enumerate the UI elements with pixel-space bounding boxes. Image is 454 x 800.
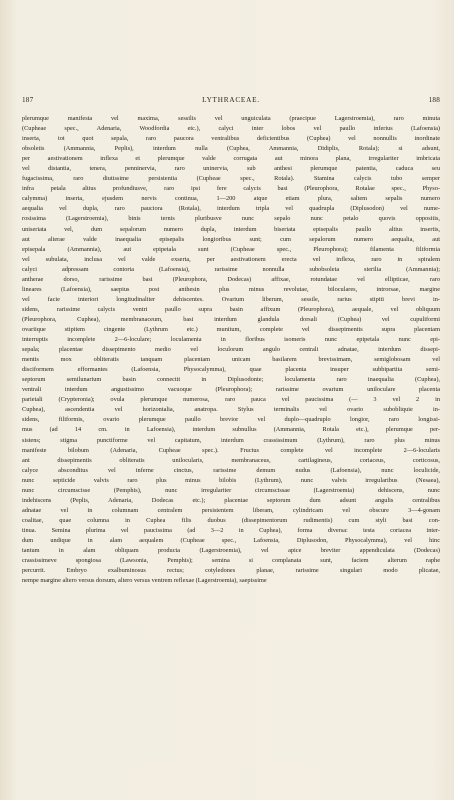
text-line: disciformem efformantes (Lafoensia, Physocalymma), quae placenta insuper subbipartita semi- xyxy=(22,366,440,374)
text-line: vel distantia, tenera, penninervia, raro uninervia, sub anthesi plerumque patentia, caduca seu xyxy=(22,165,440,173)
text-line: ant dissepimentis obliteratis unilocularis, membranaceus, cartilagineus, coriaceus, corticosus, xyxy=(22,456,440,464)
running-title: LYTHRACEAE. xyxy=(202,96,260,104)
text-line: ventrali interdum angustissimo vacuoque (Pleurophora); rarissime ovarium uniloculare placenta xyxy=(22,386,440,394)
text-line: mus (ad 14 cm. in Lafoensia), interdum subnullus (Ammannia, Rotala etc.), plerumque per- xyxy=(22,426,440,434)
text-line: septorum semilunarium basin connectit in Diplusodonte; loculamenta raro inaequalia (Cuphea), xyxy=(22,376,440,384)
text-line: rosissima (Lagerstroemia), binis ternis pluribusve nunc sepalo nunc petalo quovis oppositis, xyxy=(22,215,440,223)
page-number-right: 188 xyxy=(428,96,440,104)
text-body xyxy=(22,114,440,586)
text-line: sidens, filiformis, ovario plerumque paullo brevior vel duplo—quadruplo longior, raro longissi- xyxy=(22,416,440,424)
text-line: sepala; placentae dissepimento medio vel loculorum angulo centrali adnatae, interdum dissepi- xyxy=(22,346,440,354)
text-line: sidens, rarissime calycis ventri paullo supra basin affixum (Pleurophora), aequale, vel obliquum xyxy=(22,305,440,313)
text-line: uniseriata vel, dum sepalorum numero dupla, interdum biseriata episepalis paullo altius insertis, xyxy=(22,225,440,233)
text-line: nunc septicide valvis raro plus minus bilobis (Lythrum), nunc valvis irregularibus (Nesaea), xyxy=(22,476,440,484)
text-line: obsoletis (Ammannia, Peplis), interdum nulla (Cuphea, Ammannia, Didiplis, Rotala); si adsunt, xyxy=(22,145,440,153)
text-line: inserta, tot quot sepala, raro paucora ventralibus deficientibus (Cuphea) vel nonnullis inordinate xyxy=(22,135,440,143)
text-line: indehiscens (Peplis, Adenaria, Dodecas etc.); placentae septorum dum adsunt angulis centralibus xyxy=(22,496,440,504)
text-line: (Pleurophora, Cuphea), membranaceum, basi interdum glandula dorsali (Cuphea) vel cupuliformi xyxy=(22,315,440,323)
text-line: (Cupheae spec., Adenaria, Woodfordia etc.), calyci inter lobos vel paullo inferius (Lafoensia) xyxy=(22,125,440,133)
text-line: calymma) inserta, ejusdem nervis continua, 1—200 atque etiam plura, saltem sepalis numero xyxy=(22,195,440,203)
text-line: dum undique in alam aequalem (Cupheae spec., Lafoensia, Diplusodon, Physocalymma), vel hinc xyxy=(22,536,440,544)
text-line: nempe margine altero versus dorsum, altero versus ventrem reflexae (Lagerstroemia), saepissime xyxy=(22,577,267,585)
page-header xyxy=(22,96,440,108)
text-line: tinua. Semina plurima vel paucissima (ad 3—2 in Cuphea), forma diversa: testa coriacea inter- xyxy=(22,526,440,534)
text-line: aut alterae valde inaequalia episepalis longioribus sunt; cum sepalorum numero aequalia, aut xyxy=(22,235,440,243)
text-line: lineares (Lafoensia), saepius post anthesin plus minus revolutae, biloculares, introrsae, margine xyxy=(22,285,440,293)
text-line: vel facie interiori longitudinaliter dehiscentes. Ovarium liberum, sessile, rarius stipiti brevi in- xyxy=(22,295,440,303)
text-line: episepala (Ammannia), aut epipetala sunt (Cupheae spec., Pleurophora); filamenta filiformia xyxy=(22,245,440,253)
text-line: ovariique stipitem cingente (Lythrum etc.) munitum, complete vel dissepimentis supra placentam xyxy=(22,325,440,333)
text-line: adnatae vel in columnam centralem persistentem liberam, cylindricam vel obscure 3—4-gonam xyxy=(22,506,440,514)
text-line: aequalia vel dupla, raro pauciora (Rotala), interdum tripla vel quadrupla (Diplusodon) vel nume- xyxy=(22,205,440,213)
text-line: sistens; stigma punctiforme vel capitatum, interdum crassissimum (Lythrum), raro plus minus xyxy=(22,436,440,444)
text-line: calyci adpressam contorta (Lafoensia), rarissime nonnulla subobsoleta sterilia (Ammannia); xyxy=(22,265,440,273)
text-line: antherae dorso, rarissime basi (Pleurophora, Dodecas) affixae, rotundatae vel ellipticae, raro xyxy=(22,275,440,283)
text-line: tantum in alam obliquam producta (Lagerstroemia), vel apice breviter appendiculata (Dodecas) xyxy=(22,547,440,555)
text-line: crassissimeve spongiosa (Lawsonia, Pemphis); semina si complanata sunt, faciem alterum raphe xyxy=(22,557,440,565)
text-line: Cuphea), ascendentia vel horizontalia, anatropa. Stylus terminalis vel ovario subobliquie in- xyxy=(22,406,440,414)
text-line: percurrit. Embryo exalbuminosus rectus; cotyledones planae, rarissime singulari modo plicatae, xyxy=(22,567,440,575)
text-line: per aestivationem inflexa et plerumque valde corrugata aut minora plana, irregulariter imbricata xyxy=(22,155,440,163)
text-line: calyce absconditus vel inferne cinctus, rarissime demum nudus (Lafoensia), nunc loculicide, xyxy=(22,466,440,474)
text-line: nunc circumscisse (Pemphis), nunc irregulariter circumscissae (Lagerstroemia) dehiscens, nunc xyxy=(22,486,440,494)
text-line: fugacissima, raro diutissime persistentia (Cupheae spec., Rotala). Stamina calycis tubo semper xyxy=(22,175,440,183)
text-line: infra petala altius profundiusve, raro ipsi fere calycis basi (Pleurophora, Rotalae spec., Physo- xyxy=(22,185,440,193)
text-line: mentis mox obliteratis tanquam placentam unicam basilarem brevissimam, semiglobosam vel xyxy=(22,356,440,364)
text-line: plerumque manifesta vel maxima, sessilis vel unguiculata (praecipue Lagerstroemia), raro minuta xyxy=(22,115,440,122)
text-line: manifeste bilobum (Adenaria, Cupheae spec.). Fructus complete vel incomplete 2—6-locularis xyxy=(22,446,440,454)
text-line: coalitae, quae columna in Cuphea filis duobus (dissepimentorum rudimentis) cum styli basi con- xyxy=(22,516,440,524)
text-line: parietali (Crypteronia); ovula plerumque numerosa, raro pauca vel paucissima (— 3 vel 2 in xyxy=(22,396,440,404)
text-line: vel subulata, inclusa vel valde exserta, per aestivationem erecta vel inflexa, raro in spiralem xyxy=(22,255,440,263)
page-number-left: 187 xyxy=(22,96,34,104)
text-line: interruptis incomplete 2—6-loculare; loculamenta in floribus isomeris nunc epipetala nunc epi- xyxy=(22,336,440,344)
